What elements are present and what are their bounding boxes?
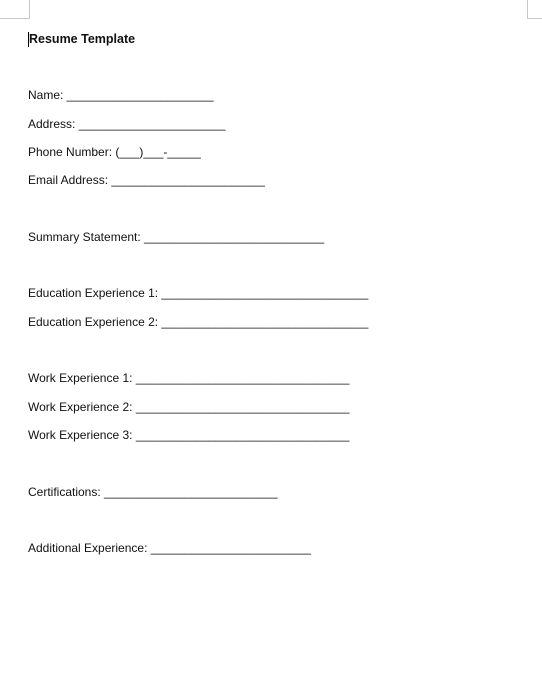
name-field-line[interactable]: Name: ______________________ [28,88,214,102]
additional-experience-field-line[interactable]: Additional Experience: ________________________ [28,541,311,555]
page-corner-mark-top-right [527,0,542,19]
certifications-field-line[interactable]: Certifications: __________________________ [28,485,278,499]
address-field-line[interactable]: Address: ______________________ [28,117,226,131]
education-2-field-line[interactable]: Education Experience 2: _______________________________ [28,315,369,329]
work-3-field-line[interactable]: Work Experience 3: ________________________________ [28,428,350,442]
email-field-line[interactable]: Email Address: _______________________ [28,173,265,187]
page-corner-mark-top-left [0,0,30,19]
document-title[interactable]: Resume Template [29,32,136,46]
phone-field-line[interactable]: Phone Number: (___)___-_____ [28,145,201,159]
work-1-field-line[interactable]: Work Experience 1: ________________________________ [28,371,350,385]
education-1-field-line[interactable]: Education Experience 1: _______________________________ [28,286,369,300]
summary-field-line[interactable]: Summary Statement: ___________________________ [28,230,325,244]
work-2-field-line[interactable]: Work Experience 2: ________________________________ [28,400,350,414]
